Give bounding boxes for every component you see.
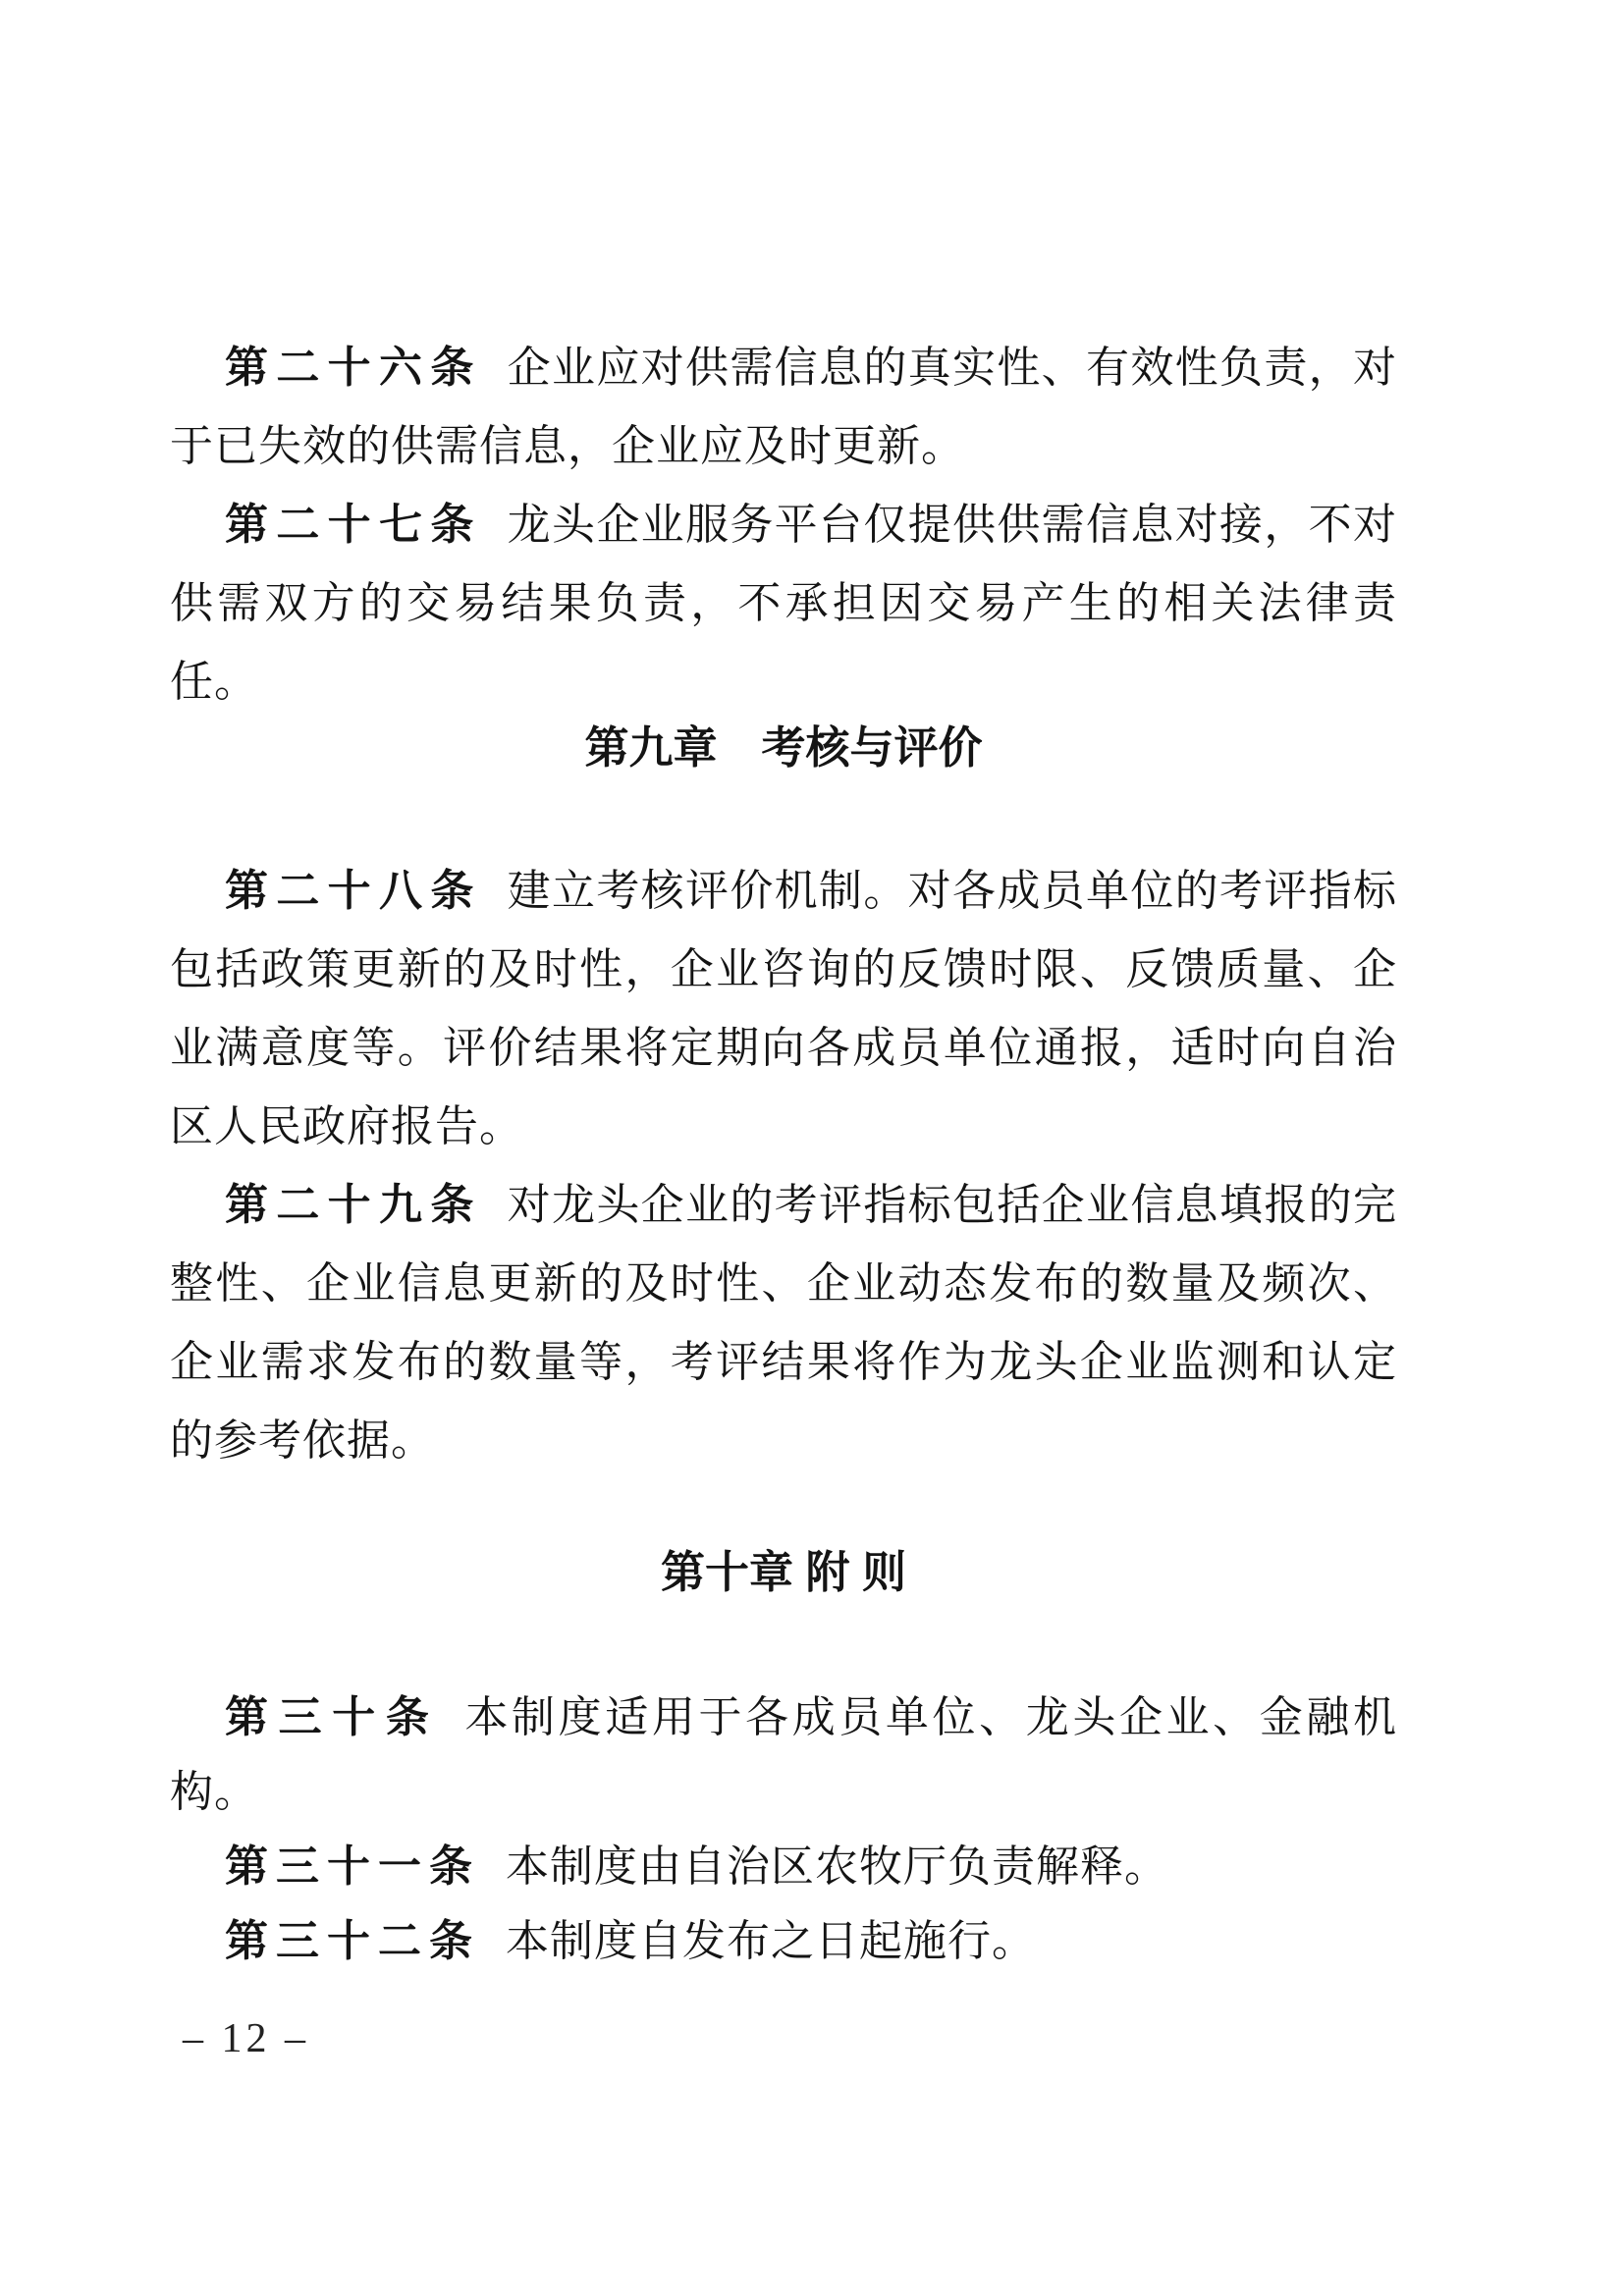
article-26-paragraph [170,329,1397,486]
section-articles-30-32 [170,1681,1397,1979]
article-29-number: 第二十九条 [225,1181,482,1229]
page-number: – 12 – [183,2016,309,2061]
article-29-paragraph [170,1166,1397,1480]
article-26-text: 企业应对供需信息的真实性、有效性负责，对于已失效的供需信息，企业应及时更新。 [170,344,1398,470]
article-27-text: 龙头企业服务平台仅提供供需信息对接，不对供需双方的交易结果负责，不承担因交易产生的相关法律责任。 [170,501,1398,706]
article-28-paragraph [170,852,1397,1166]
article-32-paragraph [170,1904,1397,1979]
article-31-paragraph [170,1830,1397,1904]
article-27-number: 第二十七条 [225,501,482,549]
article-32-text: 本制度自发布之日起施行。 [506,1917,1036,1965]
article-31-number: 第三十一条 [225,1842,480,1891]
article-29-text: 对龙头企业的考评指标包括企业信息填报的完整性、企业信息更新的及时性、企业动态发布的数量及频次、企业需求发布的数量等，考评结果将作为龙头企业监测和认定的参考依据。 [170,1181,1398,1465]
article-30-text: 本制度适用于各成员单位、龙头企业、金融机构。 [170,1693,1398,1816]
article-27-paragraph [170,486,1397,721]
article-28-text: 建立考核评价机制。对各成员单位的考评指标包括政策更新的及时性，企业咨询的反馈时限、反馈质量、企业满意度等。评价结果将定期向各成员单位通报，适时向自治区人民政府报告。 [170,867,1398,1150]
article-32-number: 第三十二条 [225,1917,480,1965]
section-articles-28-29 [170,852,1397,1480]
article-26-number: 第二十六条 [225,344,482,392]
section-articles-26-27 [170,329,1397,721]
article-30-number: 第三十条 [225,1693,440,1741]
article-28-number: 第二十八条 [225,867,482,915]
article-30-paragraph [170,1681,1397,1830]
chapter-10-heading: 第十章 附 则 [660,1547,906,1597]
chapter-9-heading: 第九章 考核与评价 [584,722,983,773]
article-31-text: 本制度由自治区农牧厅负责解释。 [506,1842,1168,1891]
